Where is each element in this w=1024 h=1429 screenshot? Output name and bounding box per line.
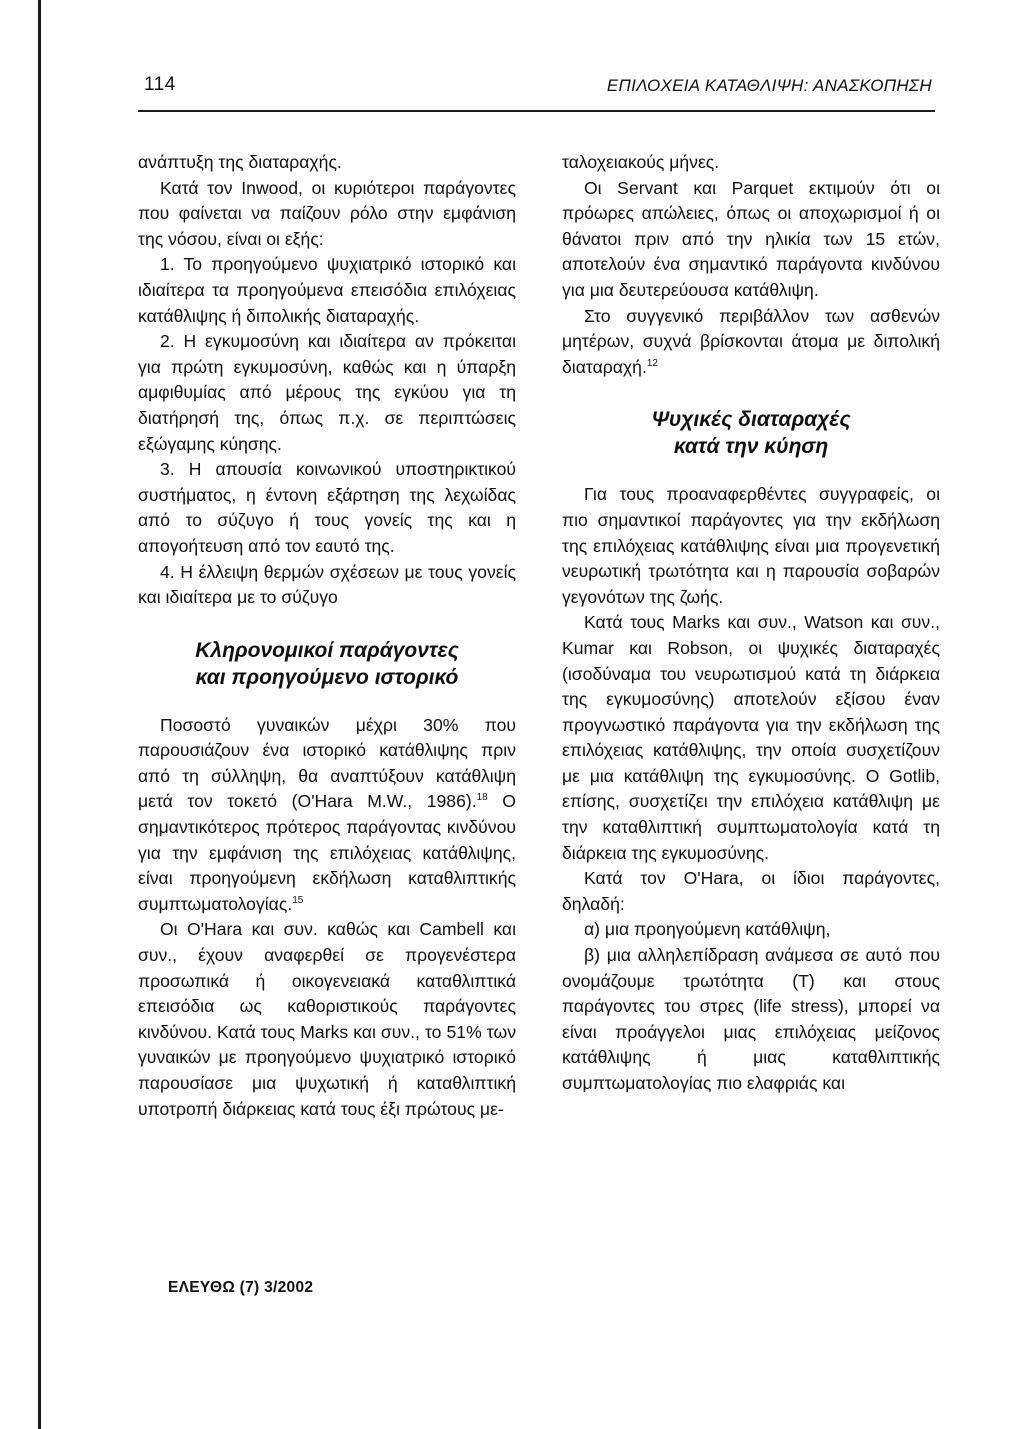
list-item: 1. Το προηγούμενο ψυχιατρικό ιστορικό και ιδιαίτερα τα προηγούμενα επεισόδια επιλόχειας κατάθλιψης ή διπολικής διαταραχής.: [138, 254, 516, 326]
reference-number: 18: [476, 792, 488, 804]
paragraph-text: Στο συγγενικό περιβάλλον των ασθενών μητέρων, συχνά βρίσκονται άτομα με διπολική διαταραχή.: [562, 305, 940, 377]
paragraph: Οι O'Hara και συν. καθώς και Cambell και συν., έχουν αναφερθεί σε προγενέστερα προσωπικά ή οικογενειακά καταθλιπτικά επεισόδια ως καθοριστικούς παράγοντες κινδύνου. Κατά τους Marks και συν., το 51% των γυναικών με προηγούμενο ψυχιατρικό ιστορικό παρουσίασε μια ψυχωτική ή καταθλιπτική υποτροπή διάρκειας κατά τους έξι πρώτους με-: [138, 919, 516, 1119]
section-heading-hereditary-factors: [138, 637, 516, 691]
right-column: [562, 150, 940, 1097]
list-item: α) μια προηγούμενη κατάθλιψη,: [584, 919, 831, 940]
list-item: 3. Η απουσία κοινωνικού υποστηρικτικού συστήματος, η έντονη εξάρτηση της λεχωίδας από το σύζυγο ή τους γονείς της και η απογοήτευση από τον εαυτό της.: [138, 459, 516, 556]
paragraph: [138, 713, 516, 918]
running-title: ΕΠΙΛΟΧΕΙΑ ΚΑΤΑΘΛΙΨΗ: ΑΝΑΣΚΟΠΗΣΗ: [606, 76, 932, 95]
left-column: [138, 150, 516, 1122]
list-item: β) μια αλληλεπίδραση ανάμεσα σε αυτό που ονομάζουμε τρωτότητα (Τ) και στους παράγοντες του στρες (life stress), μπορεί να είναι προάγγελοι μιας επιλόχειας μείζονος κατάθλιψης ή μιας καταθλιπτικής συμπτωματολογίας πιο ελαφριάς και: [562, 945, 940, 1093]
page-number: 114: [144, 74, 176, 95]
page-edge-line: [38, 0, 41, 1429]
paragraph: Κατά τους Marks και συν., Watson και συν., Kumar και Robson, οι ψυχικές διαταραχές (ισοδύναμα του νευρωτισμού κατά τη διάρκεια της εγκυμοσύνης) αποτελούν εξίσου έναν προγνωστικό παράγοντα για την εκδήλωση της επιλόχειας κατάθλιψης, την οποία συσχετίζουν με μια κατάθλιψη της εγκυμοσύνης. Ο Gotlib, επίσης, συσχετίζει την επιλόχεια κατάθλιψη με την καταθλιπτική συμπτωματολογία κατά τη διάρκεια της εγκυμοσύνης.: [562, 612, 940, 863]
reference-number: 12: [646, 357, 658, 369]
paragraph: [562, 304, 940, 381]
paragraph: ταλοχειακούς μήνες.: [562, 152, 720, 172]
paragraph: Για τους προαναφερθέντες συγγραφείς, οι πιο σημαντικοί παράγοντες για την εκδήλωση της επιλόχειας κατάθλιψης είναι μια προγενετική νευρωτική τρωτότητα και η παρουσία σοβαρών γεγονότων της ζωής.: [562, 484, 940, 607]
reference-number: 15: [292, 894, 304, 906]
header-rule: [138, 110, 935, 112]
list-item: 2. Η εγκυμοσύνη και ιδιαίτερα αν πρόκειται για πρώτη εγκυμοσύνη, καθώς και η ύπαρξη αμφιθυμίας από μέρους της εγκύου για τη διατήρησή της, όπως π.χ. σε περιπτώσεις εξώγαμης κύησης.: [138, 331, 516, 454]
paragraph: Κατά τον Inwood, οι κυριότεροι παράγοντες που φαίνεται να παίζουν ρόλο στην εμφάνιση της νόσου, είναι οι εξής:: [138, 177, 516, 249]
paragraph: ανάπτυξη της διαταραχής.: [138, 152, 342, 172]
paragraph-text: Ποσοστό γυναικών μέχρι 30% που παρουσιάζουν ένα ιστορικό κατάθλιψης πριν από τη σύλληψη, θα αναπτύξουν κατάθλιψη μετά τον τοκετό (O'Hara M.W., 1986).: [138, 714, 516, 812]
heading-line: κατά την κύηση: [673, 435, 829, 459]
paragraph: Οι Servant και Parquet εκτιμούν ότι οι πρόωρες απώλειες, όπως οι αποχωρισμοί ή οι θάνατοι πριν από την ηλικία των 15 ετών, αποτελούν ένα σημαντικό παράγοντα κινδύνου για μια δευτερεύουσα κατάθλιψη.: [562, 177, 940, 300]
list-item: 4. Η έλλειψη θερμών σχέσεων με τους γονείς και ιδιαίτερα με το σύζυγο: [138, 561, 516, 608]
heading-line: Κληρονομικοί παράγοντες: [195, 638, 459, 662]
paragraph: Κατά τον O'Hara, οι ίδιοι παράγοντες, δηλαδή:: [562, 868, 940, 914]
journal-footer: ΕΛΕΥΘΩ (7) 3/2002: [168, 1279, 314, 1296]
section-heading-pregnancy-disorders: [562, 406, 940, 460]
heading-line: και προηγούμενο ιστορικό: [195, 665, 459, 689]
heading-line: Ψυχικές διαταραχές: [651, 408, 851, 432]
paragraph-text: Ο σημαντικότερος πρότερος παράγοντας κινδύνου για την εμφάνιση της επιλόχειας κατάθλιψης, είναι προηγούμενη εκδήλωση καταθλιπτικής συμπτωματολογίας.: [138, 791, 516, 914]
